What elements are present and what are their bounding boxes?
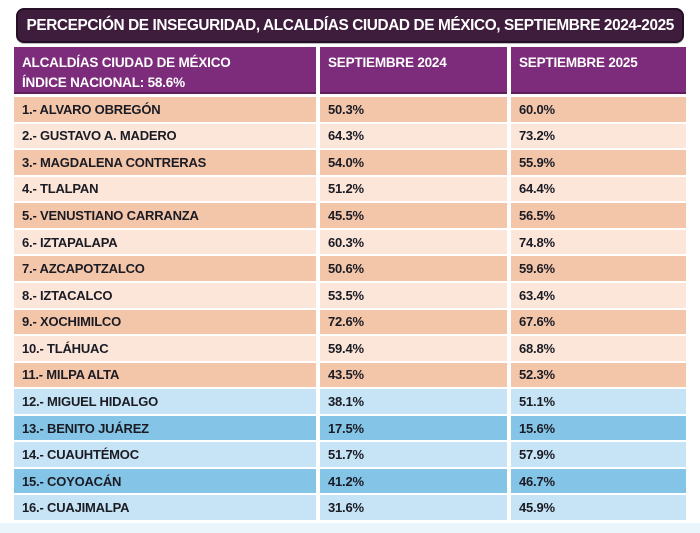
alcaldia-name: 15.- COYOACÁN (14, 469, 316, 494)
sep2024-value: 31.6% (320, 495, 507, 520)
header-sep2024-label: SEPTIEMBRE 2024 (328, 55, 447, 70)
sep2024-value: 72.6% (320, 310, 507, 335)
sep2024-value: 51.2% (320, 177, 507, 202)
table-row (14, 336, 688, 361)
table-row (14, 389, 688, 414)
sep2025-value: 57.9% (511, 442, 686, 467)
sep2024-value: 59.4% (320, 336, 507, 361)
header-cell-sep2025 (511, 47, 686, 94)
table-row (14, 150, 688, 175)
sep2025-value: 68.8% (511, 336, 686, 361)
sep2024-value: 41.2% (320, 469, 507, 494)
sep2025-value: 45.9% (511, 495, 686, 520)
sep2025-value: 60.0% (511, 97, 686, 122)
sep2024-value: 38.1% (320, 389, 507, 414)
header-cell-sep2024 (320, 47, 507, 94)
alcaldia-name: 12.- MIGUEL HIDALGO (14, 389, 316, 414)
alcaldia-name: 16.- CUAJIMALPA (14, 495, 316, 520)
sep2024-value: 50.6% (320, 256, 507, 281)
page-title: PERCEPCIÓN DE INSEGURIDAD, ALCALDÍAS CIUDAD DE MÉXICO, SEPTIEMBRE 2024-2025 (26, 16, 674, 34)
sep2025-value: 55.9% (511, 150, 686, 175)
sep2024-value: 64.3% (320, 124, 507, 149)
sep2024-value: 45.5% (320, 203, 507, 228)
table-row (14, 230, 688, 255)
alcaldia-name: 14.- CUAUHTÉMOC (14, 442, 316, 467)
national-index-label: ÍNDICE NACIONAL: 58.6% (22, 74, 185, 90)
sep2025-value: 52.3% (511, 363, 686, 388)
sep2025-value: 64.4% (511, 177, 686, 202)
table-row (14, 97, 688, 122)
alcaldia-name: 11.- MILPA ALTA (14, 363, 316, 388)
sep2024-value: 54.0% (320, 150, 507, 175)
table-header (14, 47, 688, 94)
alcaldia-name: 6.- IZTAPALAPA (14, 230, 316, 255)
alcaldia-name: 7.- AZCAPOTZALCO (14, 256, 316, 281)
table-row (14, 495, 688, 520)
table-row (14, 416, 688, 441)
title-bar (16, 8, 684, 43)
table-row (14, 310, 688, 335)
alcaldia-name: 3.- MAGDALENA CONTRERAS (14, 150, 316, 175)
table-row (14, 124, 688, 149)
table-row (14, 177, 688, 202)
header-alcaldias-label: ALCALDÍAS CIUDAD DE MÉXICO (22, 55, 231, 70)
alcaldia-name: 4.- TLALPAN (14, 177, 316, 202)
sep2025-value: 67.6% (511, 310, 686, 335)
alcaldia-name: 1.- ALVARO OBREGÓN (14, 97, 316, 122)
sep2024-value: 17.5% (320, 416, 507, 441)
sep2024-value: 53.5% (320, 283, 507, 308)
alcaldia-name: 8.- IZTACALCO (14, 283, 316, 308)
alcaldia-name: 10.- TLÁHUAC (14, 336, 316, 361)
sep2024-value: 60.3% (320, 230, 507, 255)
sep2024-value: 43.5% (320, 363, 507, 388)
sep2024-value: 50.3% (320, 97, 507, 122)
table-row (14, 256, 688, 281)
sep2025-value: 15.6% (511, 416, 686, 441)
table-row (14, 363, 688, 388)
sep2025-value: 46.7% (511, 469, 686, 494)
sep2025-value: 63.4% (511, 283, 686, 308)
bottom-strip (0, 523, 700, 533)
sep2025-value: 74.8% (511, 230, 686, 255)
header-cell-alcaldias (14, 47, 316, 94)
table-body (14, 97, 688, 520)
table-row (14, 283, 688, 308)
alcaldia-name: 2.- GUSTAVO A. MADERO (14, 124, 316, 149)
insecurity-table (14, 47, 688, 520)
table-row (14, 442, 688, 467)
sep2025-value: 56.5% (511, 203, 686, 228)
sep2024-value: 51.7% (320, 442, 507, 467)
sep2025-value: 51.1% (511, 389, 686, 414)
table-row (14, 203, 688, 228)
alcaldia-name: 13.- BENITO JUÁREZ (14, 416, 316, 441)
sep2025-value: 59.6% (511, 256, 686, 281)
sep2025-value: 73.2% (511, 124, 686, 149)
table-row (14, 469, 688, 494)
alcaldia-name: 5.- VENUSTIANO CARRANZA (14, 203, 316, 228)
header-sep2025-label: SEPTIEMBRE 2025 (519, 55, 638, 70)
alcaldia-name: 9.- XOCHIMILCO (14, 310, 316, 335)
